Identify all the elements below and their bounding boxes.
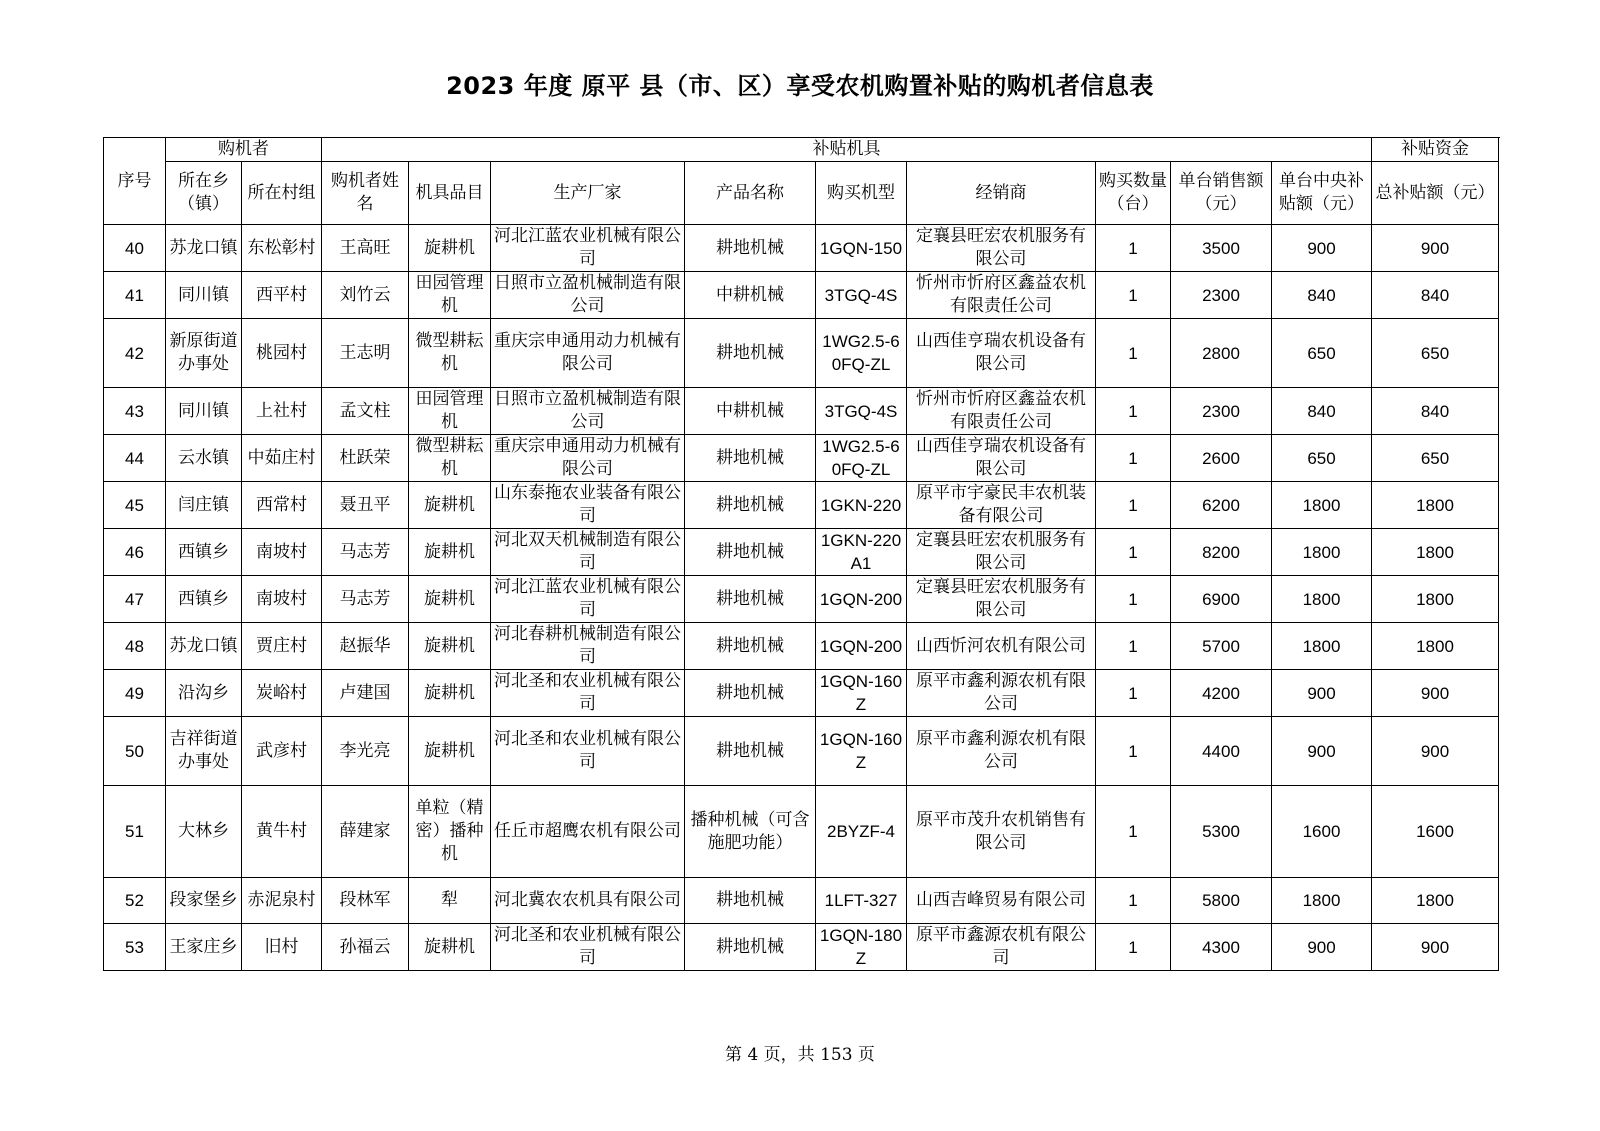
cell-total-subsidy: 900 [1372, 225, 1499, 272]
cell-buyer-name: 卢建国 [322, 670, 409, 717]
header-town: 所在乡（镇） [166, 162, 242, 225]
cell-model: 1GQN-150 [816, 225, 907, 272]
cell-price: 2800 [1171, 319, 1272, 388]
table-row [104, 529, 1499, 576]
cell-buyer-name: 马志芳 [322, 529, 409, 576]
cell-town: 段家堡乡 [166, 878, 242, 924]
cell-central-subsidy: 900 [1272, 225, 1372, 272]
header-model: 购买机型 [816, 162, 907, 225]
cell-central-subsidy: 1800 [1272, 623, 1372, 670]
cell-model: 1WG2.5-60FQ-ZL [816, 319, 907, 388]
cell-buyer-name: 王志明 [322, 319, 409, 388]
table-row [104, 924, 1499, 971]
cell-village: 赤泥泉村 [242, 878, 322, 924]
cell-qty: 1 [1096, 435, 1171, 482]
cell-product: 耕地机械 [685, 435, 816, 482]
cell-product: 耕地机械 [685, 878, 816, 924]
cell-product: 中耕机械 [685, 272, 816, 319]
cell-seq: 49 [104, 670, 166, 717]
cell-village: 中茹庄村 [242, 435, 322, 482]
cell-qty: 1 [1096, 225, 1171, 272]
cell-category: 旋耕机 [409, 924, 491, 971]
cell-category: 犁 [409, 878, 491, 924]
cell-price: 6200 [1171, 482, 1272, 529]
table-row [104, 225, 1499, 272]
cell-dealer: 忻州市忻府区鑫益农机有限责任公司 [907, 272, 1096, 319]
cell-total-subsidy: 840 [1372, 388, 1499, 435]
cell-dealer: 定襄县旺宏农机服务有限公司 [907, 225, 1096, 272]
cell-category: 旋耕机 [409, 482, 491, 529]
cell-dealer: 山西佳亨瑞农机设备有限公司 [907, 319, 1096, 388]
cell-seq: 40 [104, 225, 166, 272]
cell-village: 武彦村 [242, 717, 322, 786]
cell-seq: 44 [104, 435, 166, 482]
cell-town: 王家庄乡 [166, 924, 242, 971]
cell-seq: 43 [104, 388, 166, 435]
cell-qty: 1 [1096, 272, 1171, 319]
cell-manufacturer: 河北江蓝农业机械有限公司 [491, 225, 685, 272]
header-central-subsidy: 单台中央补贴额（元） [1272, 162, 1372, 225]
cell-manufacturer: 河北春耕机械制造有限公司 [491, 623, 685, 670]
cell-total-subsidy: 900 [1372, 924, 1499, 971]
cell-town: 同川镇 [166, 388, 242, 435]
cell-category: 微型耕耘机 [409, 319, 491, 388]
cell-total-subsidy: 1800 [1372, 529, 1499, 576]
cell-category: 旋耕机 [409, 225, 491, 272]
cell-town: 西镇乡 [166, 576, 242, 623]
cell-qty: 1 [1096, 623, 1171, 670]
cell-price: 2300 [1171, 388, 1272, 435]
table-row [104, 623, 1499, 670]
cell-dealer: 山西佳亨瑞农机设备有限公司 [907, 435, 1096, 482]
header-total-subsidy: 总补贴额（元） [1372, 162, 1499, 225]
page-title: 2023 年度 原平 县（市、区）享受农机购置补贴的购机者信息表 [446, 72, 1154, 100]
cell-model: 1GQN-200 [816, 623, 907, 670]
cell-dealer: 定襄县旺宏农机服务有限公司 [907, 576, 1096, 623]
cell-model: 1GQN-160Z [816, 717, 907, 786]
cell-buyer-name: 刘竹云 [322, 272, 409, 319]
cell-manufacturer: 河北双天机械制造有限公司 [491, 529, 685, 576]
header-product: 产品名称 [685, 162, 816, 225]
table-header [104, 138, 1499, 225]
cell-category: 旋耕机 [409, 529, 491, 576]
cell-total-subsidy: 1600 [1372, 786, 1499, 878]
cell-buyer-name: 赵振华 [322, 623, 409, 670]
cell-town: 西镇乡 [166, 529, 242, 576]
cell-product: 耕地机械 [685, 924, 816, 971]
cell-manufacturer: 河北圣和农业机械有限公司 [491, 670, 685, 717]
cell-manufacturer: 重庆宗申通用动力机械有限公司 [491, 319, 685, 388]
cell-product: 耕地机械 [685, 225, 816, 272]
table-row [104, 717, 1499, 786]
cell-central-subsidy: 650 [1272, 435, 1372, 482]
cell-product: 耕地机械 [685, 576, 816, 623]
cell-price: 4300 [1171, 924, 1272, 971]
cell-village: 桃园村 [242, 319, 322, 388]
cell-price: 5800 [1171, 878, 1272, 924]
cell-central-subsidy: 1600 [1272, 786, 1372, 878]
cell-product: 耕地机械 [685, 319, 816, 388]
cell-buyer-name: 聂丑平 [322, 482, 409, 529]
cell-total-subsidy: 650 [1372, 319, 1499, 388]
cell-price: 2600 [1171, 435, 1272, 482]
cell-dealer: 山西吉峰贸易有限公司 [907, 878, 1096, 924]
cell-dealer: 忻州市忻府区鑫益农机有限责任公司 [907, 388, 1096, 435]
cell-dealer: 原平市茂升农机销售有限公司 [907, 786, 1096, 878]
cell-category: 旋耕机 [409, 717, 491, 786]
cell-town: 苏龙口镇 [166, 623, 242, 670]
cell-model: 2BYZF-4 [816, 786, 907, 878]
header-group-funds: 补贴资金 [1372, 138, 1499, 162]
cell-village: 黄牛村 [242, 786, 322, 878]
cell-price: 4400 [1171, 717, 1272, 786]
cell-central-subsidy: 900 [1272, 670, 1372, 717]
cell-qty: 1 [1096, 482, 1171, 529]
subsidy-table [103, 137, 1499, 971]
cell-village: 炭峪村 [242, 670, 322, 717]
cell-buyer-name: 王高旺 [322, 225, 409, 272]
cell-product: 播种机械（可含施肥功能） [685, 786, 816, 878]
cell-village: 旧村 [242, 924, 322, 971]
cell-price: 3500 [1171, 225, 1272, 272]
cell-product: 耕地机械 [685, 717, 816, 786]
cell-seq: 53 [104, 924, 166, 971]
cell-village: 南坡村 [242, 576, 322, 623]
cell-buyer-name: 段林军 [322, 878, 409, 924]
cell-central-subsidy: 1800 [1272, 576, 1372, 623]
header-qty: 购买数量（台） [1096, 162, 1171, 225]
table-body [104, 225, 1499, 971]
cell-price: 4200 [1171, 670, 1272, 717]
cell-product: 耕地机械 [685, 482, 816, 529]
cell-model: 1GQN-200 [816, 576, 907, 623]
cell-total-subsidy: 900 [1372, 717, 1499, 786]
cell-town: 新原街道办事处 [166, 319, 242, 388]
cell-model: 1GQN-160Z [816, 670, 907, 717]
cell-model: 1GQN-180Z [816, 924, 907, 971]
header-group-buyer: 购机者 [166, 138, 322, 162]
cell-village: 贾庄村 [242, 623, 322, 670]
cell-central-subsidy: 1800 [1272, 529, 1372, 576]
cell-central-subsidy: 900 [1272, 924, 1372, 971]
cell-dealer: 山西忻河农机有限公司 [907, 623, 1096, 670]
cell-price: 6900 [1171, 576, 1272, 623]
cell-manufacturer: 河北江蓝农业机械有限公司 [491, 576, 685, 623]
cell-model: 3TGQ-4S [816, 272, 907, 319]
page-number: 第 4 页，共 153 页 [725, 1045, 875, 1065]
table-row [104, 319, 1499, 388]
table-row [104, 388, 1499, 435]
cell-town: 云水镇 [166, 435, 242, 482]
cell-manufacturer: 日照市立盈机械制造有限公司 [491, 272, 685, 319]
header-category: 机具品目 [409, 162, 491, 225]
header-buyer-name: 购机者姓名 [322, 162, 409, 225]
cell-qty: 1 [1096, 717, 1171, 786]
cell-town: 闫庄镇 [166, 482, 242, 529]
cell-manufacturer: 山东泰拖农业装备有限公司 [491, 482, 685, 529]
cell-qty: 1 [1096, 529, 1171, 576]
header-seq: 序号 [104, 138, 166, 225]
cell-category: 田园管理机 [409, 272, 491, 319]
cell-dealer: 原平市鑫源农机有限公司 [907, 924, 1096, 971]
cell-buyer-name: 杜跃荣 [322, 435, 409, 482]
cell-village: 南坡村 [242, 529, 322, 576]
cell-manufacturer: 河北冀农农机具有限公司 [491, 878, 685, 924]
cell-manufacturer: 河北圣和农业机械有限公司 [491, 924, 685, 971]
cell-model: 3TGQ-4S [816, 388, 907, 435]
cell-dealer: 原平市鑫利源农机有限公司 [907, 717, 1096, 786]
cell-product: 耕地机械 [685, 623, 816, 670]
cell-qty: 1 [1096, 786, 1171, 878]
header-price: 单台销售额（元） [1171, 162, 1272, 225]
table-row [104, 482, 1499, 529]
cell-central-subsidy: 1800 [1272, 878, 1372, 924]
cell-product: 耕地机械 [685, 670, 816, 717]
table-row [104, 435, 1499, 482]
cell-seq: 42 [104, 319, 166, 388]
header-manufacturer: 生产厂家 [491, 162, 685, 225]
cell-town: 沿沟乡 [166, 670, 242, 717]
cell-qty: 1 [1096, 319, 1171, 388]
cell-town: 同川镇 [166, 272, 242, 319]
header-group-machine: 补贴机具 [322, 138, 1372, 162]
cell-seq: 41 [104, 272, 166, 319]
cell-model: 1GKN-220A1 [816, 529, 907, 576]
cell-buyer-name: 马志芳 [322, 576, 409, 623]
cell-category: 田园管理机 [409, 388, 491, 435]
cell-town: 苏龙口镇 [166, 225, 242, 272]
cell-total-subsidy: 1800 [1372, 878, 1499, 924]
table-row [104, 878, 1499, 924]
cell-manufacturer: 任丘市超鹰农机有限公司 [491, 786, 685, 878]
cell-buyer-name: 薛建家 [322, 786, 409, 878]
cell-seq: 47 [104, 576, 166, 623]
table-row [104, 576, 1499, 623]
cell-total-subsidy: 1800 [1372, 482, 1499, 529]
cell-seq: 46 [104, 529, 166, 576]
cell-central-subsidy: 900 [1272, 717, 1372, 786]
cell-village: 东松彰村 [242, 225, 322, 272]
cell-category: 旋耕机 [409, 670, 491, 717]
cell-category: 旋耕机 [409, 623, 491, 670]
cell-central-subsidy: 840 [1272, 272, 1372, 319]
cell-total-subsidy: 840 [1372, 272, 1499, 319]
cell-central-subsidy: 1800 [1272, 482, 1372, 529]
cell-seq: 51 [104, 786, 166, 878]
cell-total-subsidy: 650 [1372, 435, 1499, 482]
cell-total-subsidy: 1800 [1372, 623, 1499, 670]
header-village: 所在村组 [242, 162, 322, 225]
cell-seq: 45 [104, 482, 166, 529]
cell-product: 中耕机械 [685, 388, 816, 435]
cell-dealer: 定襄县旺宏农机服务有限公司 [907, 529, 1096, 576]
cell-village: 西常村 [242, 482, 322, 529]
cell-village: 西平村 [242, 272, 322, 319]
cell-village: 上社村 [242, 388, 322, 435]
cell-buyer-name: 李光亮 [322, 717, 409, 786]
cell-total-subsidy: 1800 [1372, 576, 1499, 623]
cell-central-subsidy: 650 [1272, 319, 1372, 388]
cell-category: 单粒（精密）播种机 [409, 786, 491, 878]
cell-qty: 1 [1096, 388, 1171, 435]
cell-price: 8200 [1171, 529, 1272, 576]
cell-price: 5700 [1171, 623, 1272, 670]
cell-category: 微型耕耘机 [409, 435, 491, 482]
cell-price: 2300 [1171, 272, 1272, 319]
cell-seq: 50 [104, 717, 166, 786]
header-dealer: 经销商 [907, 162, 1096, 225]
cell-model: 1GKN-220 [816, 482, 907, 529]
cell-model: 1LFT-327 [816, 878, 907, 924]
table-row [104, 670, 1499, 717]
cell-total-subsidy: 900 [1372, 670, 1499, 717]
cell-model: 1WG2.5-60FQ-ZL [816, 435, 907, 482]
cell-qty: 1 [1096, 924, 1171, 971]
cell-dealer: 原平市鑫利源农机有限公司 [907, 670, 1096, 717]
cell-dealer: 原平市宇豪民丰农机装备有限公司 [907, 482, 1096, 529]
cell-product: 耕地机械 [685, 529, 816, 576]
table-row [104, 272, 1499, 319]
cell-town: 大林乡 [166, 786, 242, 878]
cell-qty: 1 [1096, 576, 1171, 623]
cell-manufacturer: 重庆宗申通用动力机械有限公司 [491, 435, 685, 482]
cell-qty: 1 [1096, 878, 1171, 924]
cell-manufacturer: 河北圣和农业机械有限公司 [491, 717, 685, 786]
cell-manufacturer: 日照市立盈机械制造有限公司 [491, 388, 685, 435]
cell-qty: 1 [1096, 670, 1171, 717]
cell-buyer-name: 孟文柱 [322, 388, 409, 435]
cell-category: 旋耕机 [409, 576, 491, 623]
cell-price: 5300 [1171, 786, 1272, 878]
cell-seq: 48 [104, 623, 166, 670]
cell-buyer-name: 孙福云 [322, 924, 409, 971]
cell-central-subsidy: 840 [1272, 388, 1372, 435]
cell-town: 吉祥街道办事处 [166, 717, 242, 786]
cell-seq: 52 [104, 878, 166, 924]
table-row [104, 786, 1499, 878]
